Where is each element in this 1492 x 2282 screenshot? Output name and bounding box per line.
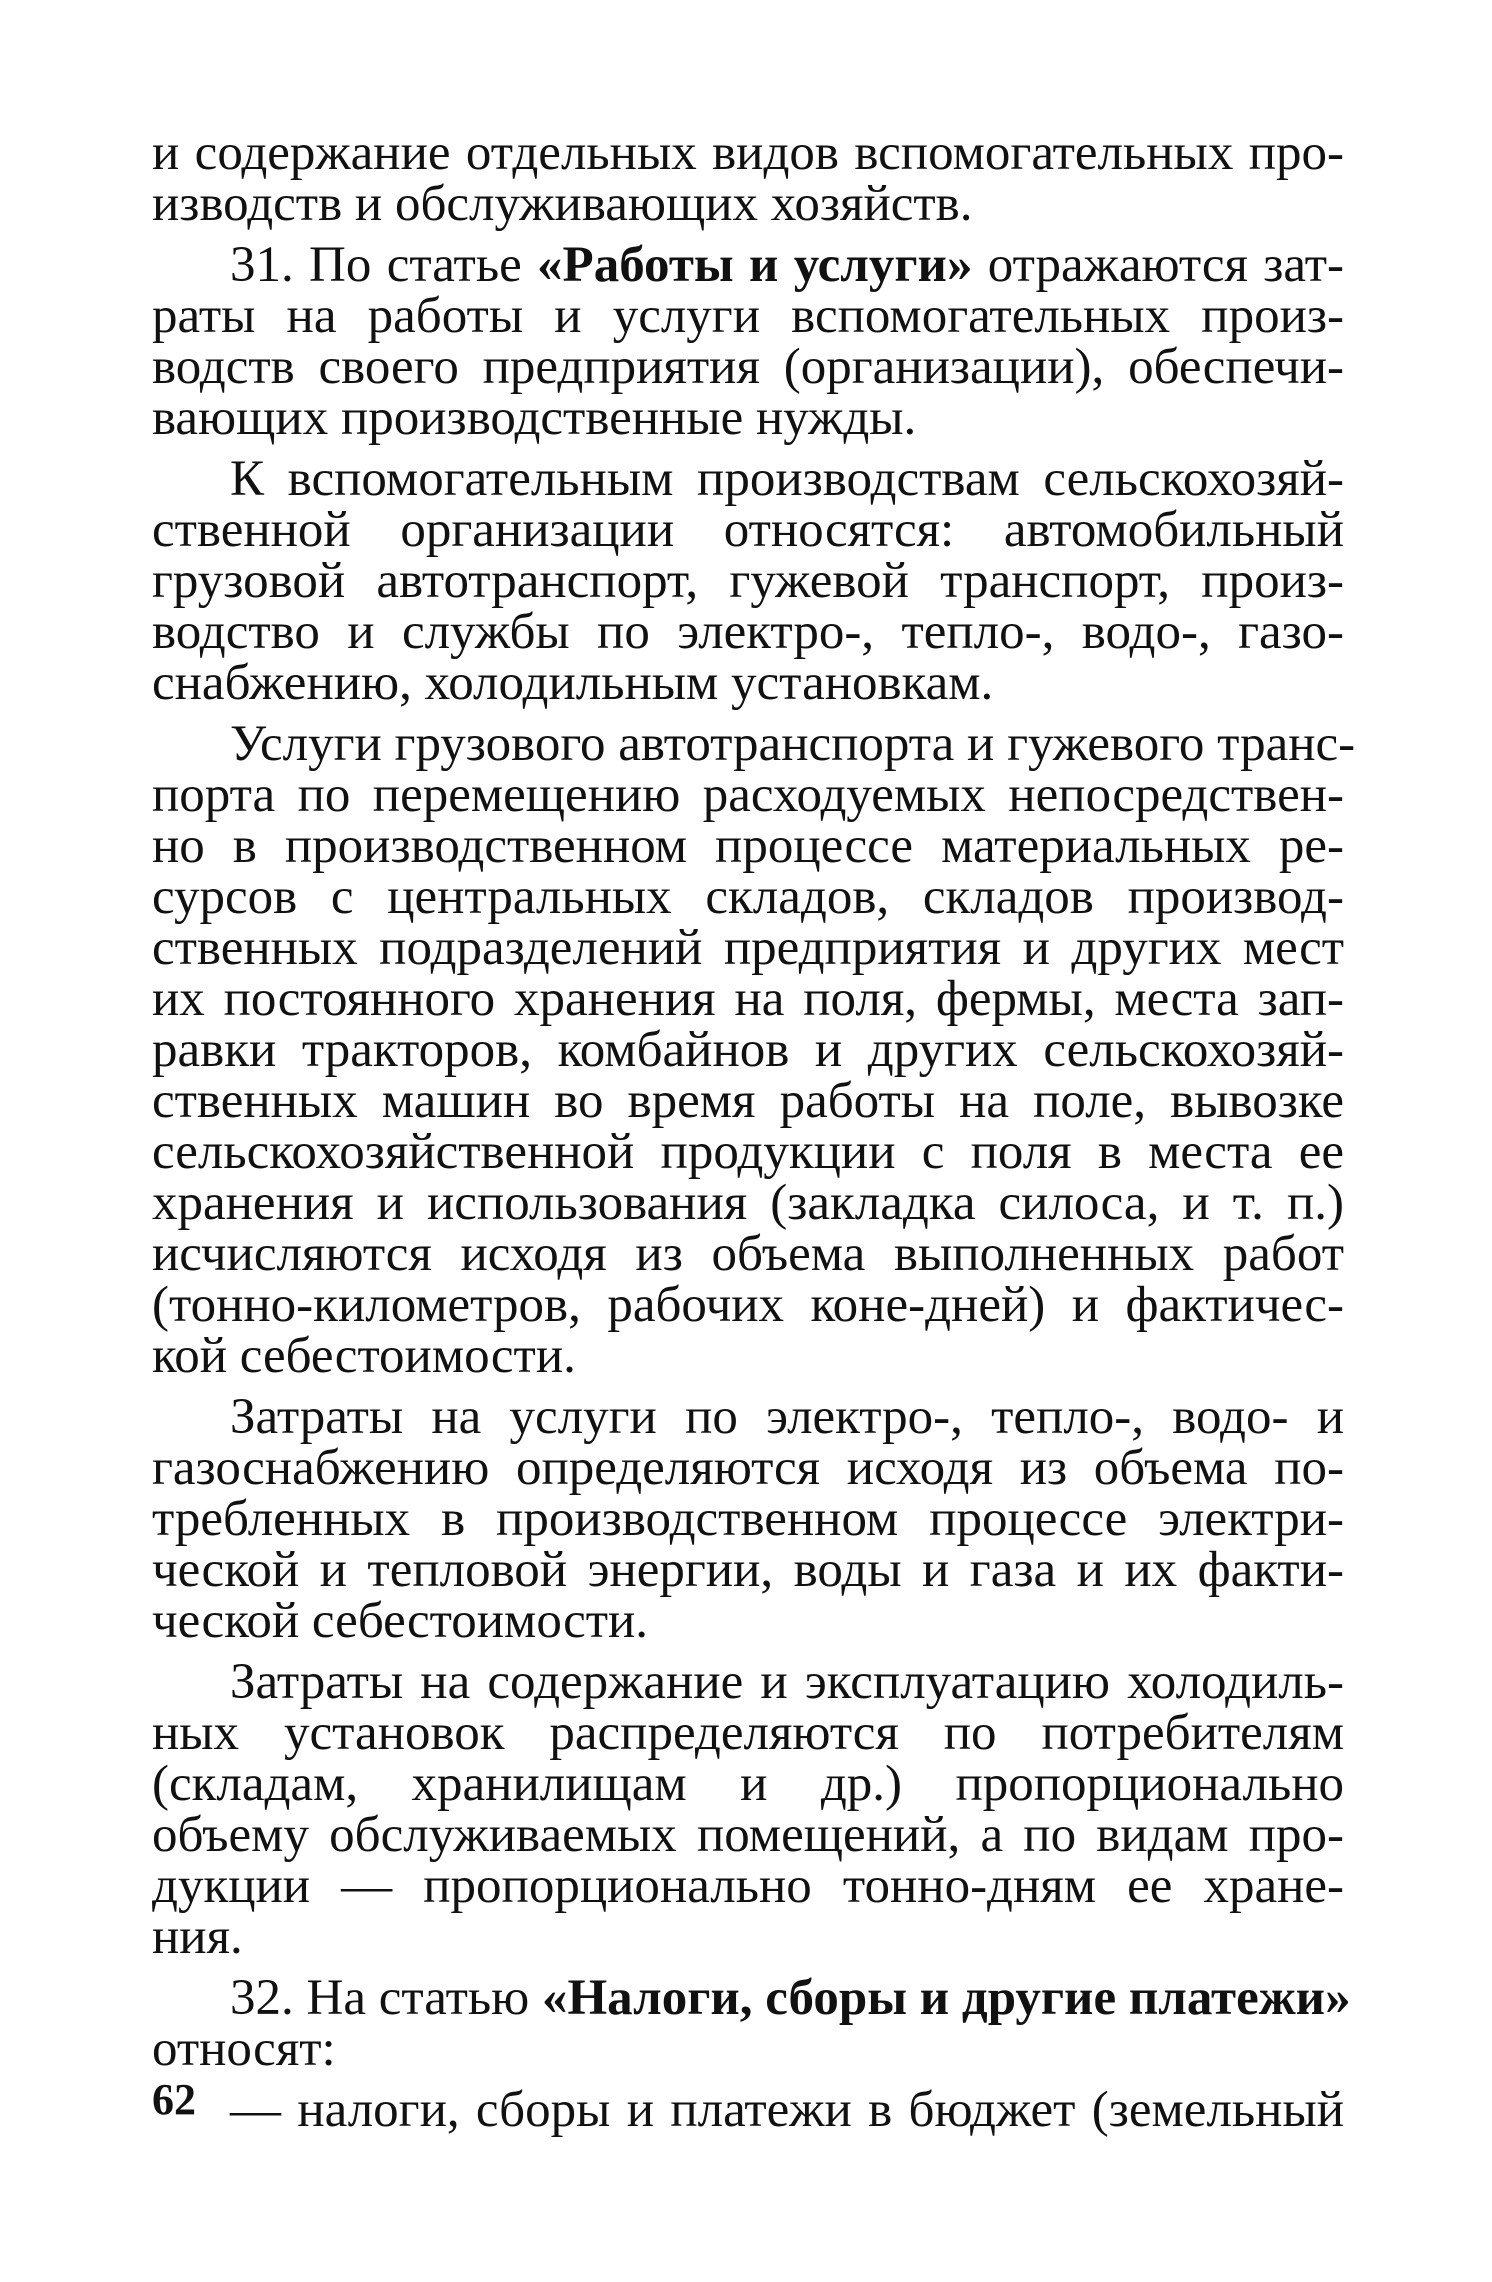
text-line: ния. [152,1909,243,1965]
article-title-bold: «Налоги, сборы и другие платежи» [541,1970,1351,2026]
text-line: снабжению, холодильным установкам. [152,655,994,711]
text-line: кой себестоимости. [152,1328,576,1384]
text-line: К вспомогательным производствам сельскохозяй- [230,451,1344,507]
text-line: требленных в производственном процессе электри- [152,1491,1344,1547]
text-line: вающих производственные нужды. [152,390,917,446]
text-line: ственных машин во время работы на поле, вывозке [152,1073,1344,1129]
paragraph [152,125,1344,232]
text-line: исчисляются исходя из объема выполненных работ [152,1226,1344,1282]
text-line: их постоянного хранения на поля, фермы, места зап- [152,971,1344,1027]
article-title-bold: «Работы и услуги» [537,237,973,293]
text-line: хранения и использования (закладка силоса, и т. п.) [152,1175,1344,1231]
text-line: газоснабжению определяются исходя из объема по- [152,1440,1344,1496]
text-line: Затраты на услуги по электро-, тепло-, водо- и [230,1389,1344,1445]
text-line: ческой себестоимости. [152,1593,649,1649]
text-line: — налоги, сборы и платежи в бюджет (земельный [230,2082,1344,2138]
paragraph [152,1389,1344,1649]
text-run: отражаются зат- [972,237,1344,293]
text-line: сельскохозяйственной продукции с поля в места ее [152,1124,1344,1180]
text-line: и содержание отдельных видов вспомогательных про- [152,125,1344,181]
text-line: равки тракторов, комбайнов и других сельскохозяй- [152,1022,1344,1078]
text-line: Услуги грузового автотранспорта и гужевого транс- [230,716,1356,772]
paragraph [152,1970,1351,2077]
text-line: (складам, хранилищам и др.) пропорционально [152,1756,1344,1812]
paragraph [152,2082,1344,2138]
text-line: изводств и обслуживающих хозяйств. [152,176,973,232]
text-run: 31. По статье [230,237,538,293]
text-line: ных установок распределяются по потребителям [152,1705,1344,1761]
paragraph [152,237,1344,446]
body-text [152,125,1356,2138]
text-line: грузовой автотранспорт, гужевой транспорт, произ- [152,553,1344,609]
text-line: ческой и тепловой энергии, воды и газа и их факти- [152,1542,1344,1598]
text-line: но в производственном процессе материальных ре- [152,818,1344,874]
text-line: раты на работы и услуги вспомогательных произ- [152,288,1344,344]
text-line: (тонно-километров, рабочих коне-дней) и фактичес- [152,1277,1344,1333]
page-number: 62 [152,2075,196,2124]
paragraph [152,716,1356,1384]
text-line: относят: [152,2021,336,2077]
paragraph [152,1654,1344,1965]
text-line: порта по перемещению расходуемых непосредствен- [152,767,1344,823]
text-line: ственной организации относятся: автомобильный [152,502,1344,558]
text-line: ственных подразделений предприятия и других мест [152,920,1344,976]
text-line: сурсов с центральных складов, складов производ- [152,869,1344,925]
text-line [152,1970,1351,2026]
text-line: Затраты на содержание и эксплуатацию холодиль- [230,1654,1344,1710]
text-line: дукции — пропорционально тонно-дням ее хране- [152,1858,1344,1914]
text-line: водств своего предприятия (организации), обеспечи- [152,339,1344,395]
text-line: водство и службы по электро-, тепло-, водо-, газо- [152,604,1344,660]
paragraph [152,451,1344,711]
text-run: 32. На статью [230,1970,542,2026]
text-line [152,237,1344,293]
text-line: объему обслуживаемых помещений, а по видам про- [152,1807,1344,1863]
